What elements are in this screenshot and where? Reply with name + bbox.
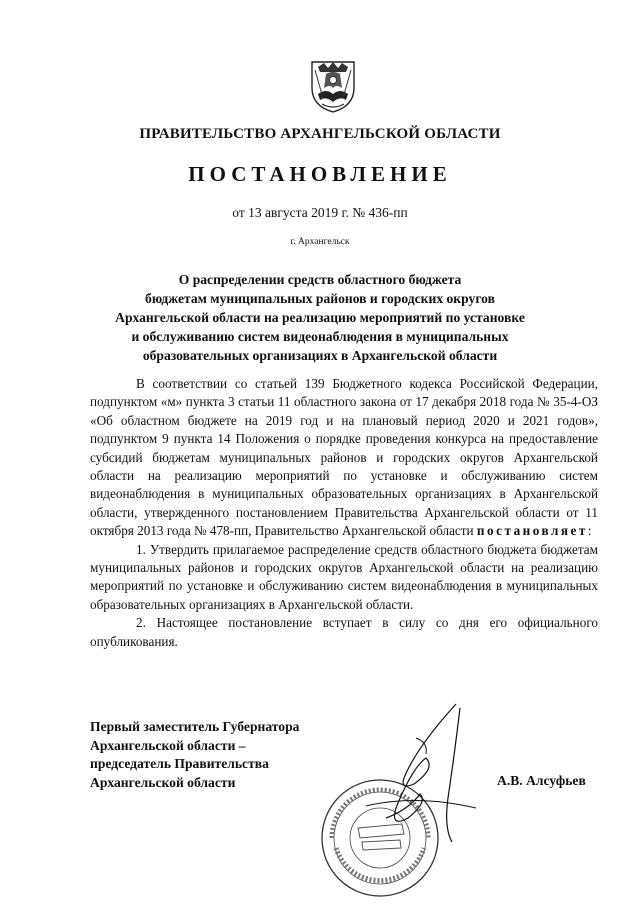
signatory-position (90, 718, 299, 792)
position-line: Архангельской области (90, 774, 236, 790)
position-line: Первый заместитель Губернатора (90, 719, 300, 734)
title-line: бюджетам муниципальных районов и городских округов (145, 291, 495, 306)
resolves-colon: : (587, 523, 592, 539)
government-name: ПРАВИТЕЛЬСТВО АРХАНГЕЛЬСКОЙ ОБЛАСТИ (139, 126, 501, 142)
document-type: ПОСТАНОВЛЕНИЕ (188, 162, 452, 186)
document-body (90, 375, 598, 651)
title-line: О распределении средств областного бюджета (178, 272, 462, 287)
handwritten-signature (356, 698, 486, 848)
title-line: Архангельской области на реализацию мероприятий по установке (115, 310, 525, 325)
intro-paragraph (90, 375, 598, 541)
intro-text: В соответствии со статьей 139 Бюджетного кодекса Российской Федерации, подпунктом «м» пункта 3 статьи 11 областного закона от 17 декабря 2018 года № 35-4-ОЗ «Об областном бюджете на 2019 год и на плановый период 2020 и 2021 годов», подпунктом 9 пункта 14 Положения о порядке проведения конкурса на предоставление субсидий бюджетам муниципальных районов и городских округов Архангельской области на реализацию мероприятий по установке и обслуживанию систем видеонаблюдения в муниципальных образовательных организациях в Архангельской области, утвержденного постановлением Правительства Архангельской области от 11 октября 2013 года № 478-пп, Правительство Архангельской области (90, 376, 598, 539)
document-date-number: от 13 августа 2019 г. № 436-пп (232, 205, 408, 220)
coat-of-arms-icon (306, 58, 360, 114)
title-line: образовательных организациях в Архангельской области (142, 348, 498, 363)
position-line: председатель Правительства (90, 756, 269, 771)
item-2-paragraph: 2. Настоящее постановление вступает в силу со дня его официального опубликования. (90, 615, 598, 649)
title-line: и обслуживанию систем видеонаблюдения в муниципальных (131, 329, 509, 344)
resolves-word: постановляет (476, 523, 588, 539)
document-title (80, 270, 560, 365)
signatory-name: А.В. Алсуфьев (497, 773, 586, 788)
document-city: г. Архангельск (290, 237, 350, 247)
position-line: Архангельской области – (90, 737, 246, 753)
item-1-paragraph: 1. Утвердить прилагаемое распределение средств областного бюджета бюджетам муниципальных районов и городских округов Архангельской области на реализацию мероприятий по установке и обслуживанию систем видеонаблюдения в муниципальных образовательных организациях в Архангельской области. (90, 541, 598, 612)
